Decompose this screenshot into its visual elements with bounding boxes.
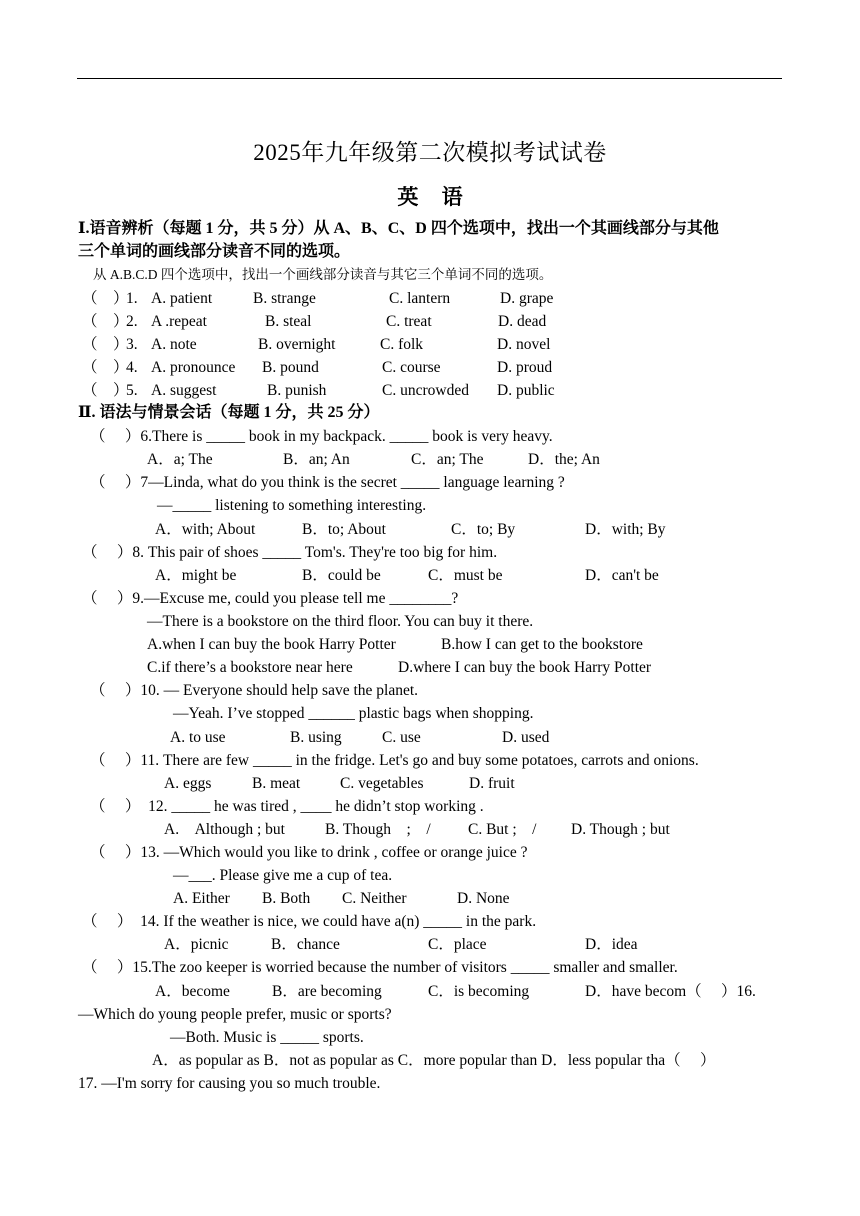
question-16-reply: —Both. Music is _____ sports. — [170, 1029, 364, 1046]
option-d: D. dead — [498, 313, 547, 330]
subject-title: 英 语 — [397, 185, 463, 209]
option-d: D. fruit — [469, 775, 515, 792]
page-title: 2025年九年级第二次模拟考试试卷 — [253, 140, 607, 165]
option-c: C. uncrowded — [382, 382, 469, 399]
option-a: A．might be — [155, 567, 237, 584]
option-a: A．picnic — [164, 936, 229, 953]
option-d: D. Though ; but — [571, 821, 670, 838]
answer-bracket[interactable]: （ ） — [82, 290, 129, 307]
question-16-options: A．as popular as B．not as popular as C．more popular than D．less popular tha（ ） — [152, 1052, 716, 1069]
option-c: C. vegetables — [340, 775, 424, 792]
answer-bracket[interactable]: （ ） — [82, 313, 129, 330]
option-c: C. lantern — [389, 290, 451, 307]
exam-page: 2025年九年级第二次模拟考试试卷 英 语 Ⅰ.语音辨析（每题 1 分，共 5 分）从 A、B、C、D 四个选项中，找出一个其画线部分与其他 三个单词的画线部分读音不同的选项。 从 A.B.C.D 四个选项中，找出一个画线部分读音与其它三个单词不同的选项。 （ ） 1. A. patient B. strange C. lantern D. grape （ ） 2. A .repeat B. steal C. treat D. dead （ ） 3. A. note B. overnight C. folk D. novel （ ） 4. A. pronounce B. pound C. course D. proud （ ） 5. A. suggest B. punish C. uncrowded D. public Ⅱ. 语法与情景会话（每题 1 分，共 25 分） （ ）6.There is _____ book in my backpack. _____ book is very heavy. A．a; The B．an; An C．an; The D．the; An （ ）7—Linda, what do you think is the secret _____ language learning ? —_____ listening to something interesting. A．with; About B．to; About C．to; By D．with; By （ ）8. This pair of shoes _____ Tom's. They're too big for him. A．might be B．could be C．must be D．can't be （ ）9.—Excuse me, could you please tell me ________? —There is a bookstore on the third floor. You can buy it there. A.when I can buy the book Harry Potter B.how I can get to the bookstore C.if there’s a bookstore near here D.where I can buy the book Harry Potter （ ）10. — Everyone should help save the planet. —Yeah. I’ve stopped ______ plastic bags when shopping. A. to use B. using C. use D. used （ ）11. There are few _____ in the fridge. Let's go and buy some potatoes, carrots and onions. A. eggs B. meat C. vegetables D. fruit （ ） 12. _____ he was tired , ____ he didn’t stop working . A. Although ; but B. Though ; / C. But ; / D. Though ; but （ ）13. —Which would you like to drink , coffee or orange juice ? —___. Please give me a cup of tea. A. Either B. Both C. Neither D. None （ ） 14. If the weather is nice, we could have a(n) _____ in the park. A．picnic B．chance C．place D．idea （ ）15.The zoo keeper is worried because the number of visitors _____ smaller and smaller. A．become B．are becoming C．is becoming D．have becom（ ）16. —Which do young people prefer, music or sports? —Both. Music is _____ sports. A．as popular as B．not as popular as C．more popular than D．less popular tha（ ） 17. —I'm sorry for causing you so much trouble. — [0, 0, 860, 1216]
option-d: D．can't be — [585, 567, 659, 584]
option-a: A. Either — [173, 890, 230, 907]
option-b: B. Though ; / — [325, 821, 431, 838]
answer-bracket[interactable]: （ ） — [82, 336, 129, 353]
question-10-stem: （ ）10. — Everyone should help save the planet. — [90, 682, 419, 699]
option-a: A .repeat — [151, 313, 207, 330]
option-d: D．with; By — [585, 521, 666, 538]
option-b: B．could be — [302, 567, 381, 584]
option-c: C．place — [428, 936, 487, 953]
option-b: B. meat — [252, 775, 301, 792]
option-b: B.how I can get to the bookstore — [441, 636, 643, 653]
option-d: D. novel — [497, 336, 551, 353]
option-b: B．to; About — [302, 521, 386, 538]
option-b: B. using — [290, 729, 342, 746]
question-8-stem: （ ）8. This pair of shoes _____ Tom's. They're too big for him. — [82, 544, 498, 561]
question-6-stem: （ ）6.There is _____ book in my backpack. _____ book is very heavy. — [90, 428, 553, 445]
option-c: C. treat — [386, 313, 432, 330]
section1-heading-line2: 三个单词的画线部分读音不同的选项。 — [78, 243, 351, 260]
question-7-reply: —_____ listening to something interesting. — [157, 497, 427, 514]
option-a: A．with; About — [155, 521, 256, 538]
option-d: D. grape — [500, 290, 554, 307]
question-14-stem: （ ） 14. If the weather is nice, we could have a(n) _____ in the park. — [82, 913, 537, 930]
option-a: A. eggs — [164, 775, 212, 792]
option-d: D．have becom（ ）16. — [585, 983, 756, 1000]
section1-note: 从 A.B.C.D 四个选项中，找出一个画线部分读音与其它三个单词不同的选项。 — [93, 267, 553, 282]
question-13-reply: —___. Please give me a cup of tea. — [173, 867, 393, 884]
option-a: A. to use — [170, 729, 226, 746]
section2-heading: Ⅱ. 语法与情景会话（每题 1 分，共 25 分） — [78, 404, 380, 421]
option-a: A．a; The — [147, 451, 213, 468]
option-b: B. punish — [267, 382, 327, 399]
option-b: B. strange — [253, 290, 316, 307]
option-a: A.when I can buy the book Harry Potter — [147, 636, 396, 653]
option-d: D. public — [497, 382, 555, 399]
question-10-reply: —Yeah. I’ve stopped ______ plastic bags when shopping. — [173, 705, 534, 722]
option-d: D.where I can buy the book Harry Potter — [398, 659, 652, 676]
option-d: D. used — [502, 729, 550, 746]
option-a: A. pronounce — [151, 359, 236, 376]
option-b: B. Both — [262, 890, 311, 907]
option-c: C.if there’s a bookstore near here — [147, 659, 353, 676]
option-a: A. note — [151, 336, 197, 353]
option-c: C．to; By — [451, 521, 516, 538]
option-c: C．must be — [428, 567, 503, 584]
option-c: C．is becoming — [428, 983, 530, 1000]
option-b: B．an; An — [283, 451, 350, 468]
option-d: D．idea — [585, 936, 638, 953]
question-9-stem: （ ）9.—Excuse me, could you please tell me ________? — [82, 590, 459, 607]
option-a: A. patient — [151, 290, 213, 307]
option-d: D. proud — [497, 359, 553, 376]
question-9-reply: —There is a bookstore on the third floor. You can buy it there. — [147, 613, 534, 630]
question-17-stem: 17. —I'm sorry for causing you so much trouble. — [78, 1075, 381, 1092]
answer-bracket[interactable]: （ ） — [82, 359, 129, 376]
header-rule — [77, 78, 782, 79]
question-13-stem: （ ）13. —Which would you like to drink , coffee or orange juice ? — [90, 844, 528, 861]
option-c: C. But ; / — [468, 821, 537, 838]
question-7-stem: （ ）7—Linda, what do you think is the secret _____ language learning ? — [90, 474, 565, 491]
option-b: B. steal — [265, 313, 312, 330]
option-b: B. overnight — [258, 336, 336, 353]
question-16-stem: —Which do young people prefer, music or sports? — [78, 1006, 392, 1023]
option-c: C. course — [382, 359, 441, 376]
option-c: C. Neither — [342, 890, 407, 907]
section1-heading-line1: Ⅰ.语音辨析（每题 1 分，共 5 分）从 A、B、C、D 四个选项中，找出一个其画线部分与其他 — [78, 220, 719, 237]
option-d: D. None — [457, 890, 510, 907]
option-a: A. suggest — [151, 382, 217, 399]
option-c: C. folk — [380, 336, 424, 353]
option-a: A. Although ; but — [164, 821, 285, 838]
option-b: B. pound — [262, 359, 319, 376]
option-c: C．an; The — [411, 451, 484, 468]
question-12-stem: （ ） 12. _____ he was tired , ____ he didn’t stop working . — [90, 798, 484, 815]
option-d: D．the; An — [528, 451, 600, 468]
question-11-stem: （ ）11. There are few _____ in the fridge. Let's go and buy some potatoes, carrots and onions. — [90, 752, 699, 769]
option-a: A．become — [155, 983, 230, 1000]
option-b: B．are becoming — [272, 983, 382, 1000]
question-15-stem: （ ）15.The zoo keeper is worried because the number of visitors _____ smaller and smaller. — [82, 959, 678, 976]
option-b: B．chance — [271, 936, 340, 953]
option-c: C. use — [382, 729, 421, 746]
answer-bracket[interactable]: （ ） — [82, 382, 129, 399]
